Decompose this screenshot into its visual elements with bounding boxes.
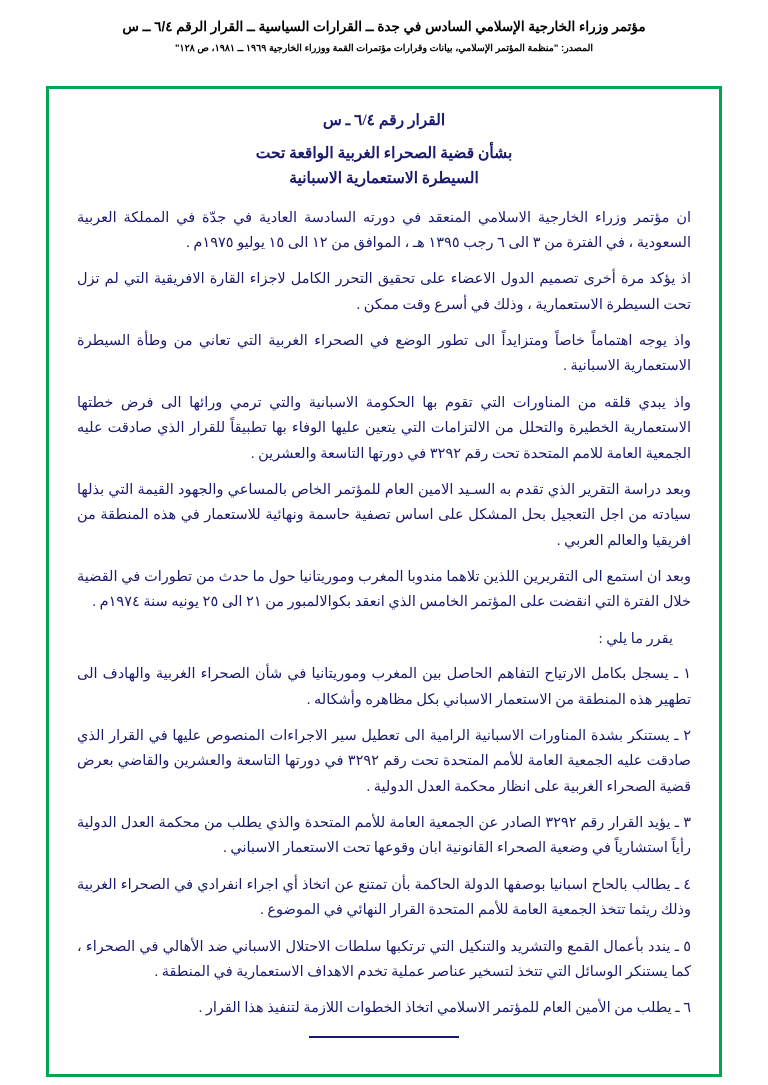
resolution-subject-line-2: السيطرة الاستعمارية الاسبانية: [289, 169, 479, 187]
resolution-number: القرار رقم ٦/٤ ـ س: [322, 112, 446, 129]
resolution-item: ٤ ـ يطالب بالحاح اسبانيا بوصفها الدولة الحاكمة بأن تمتنع عن اتخاذ أي اجراء انفرادي في الصحراء الغربية وذلك ريثما تتخذ الجمعية العامة للأمم المتحدة القرار النهائي في الموضوع .: [77, 876, 691, 919]
preamble-paragraph: واذ يبدي قلقه من المناورات التي تقوم بها الحكومة الاسبانية والتي ترمي ورائها الى فرض خطتها الاستعمارية الخطيرة والتحلل من الالتزامات التي يتعين عليها الوفاء بها تطبيقاً للقرار الذي صادقت عليه الجمعية العامة للامم المتحدة تحت رقم ٣٢٩٢ في دورتها التاسعة والعشرين .: [77, 394, 691, 462]
resolution-item: ٥ ـ يندد بأعمال القمع والتشريد والتنكيل التي ترتكبها سلطات الاحتلال الاسباني ضد الأهالي في الصحراء ، كما يستنكر الوسائل التي تتخذ لتسخير عناصر عملية تخدم الاهداف الاستعمارية في المنطقة .: [77, 938, 691, 980]
resolution-item: ٣ ـ يؤيد القرار رقم ٣٢٩٢ الصادر عن الجمعية العامة للأمم المتحدة والذي يطلب من محكمة العدل الدولية رأياً استشارياً في وضعية الصحراء القانونية ابان وقوعها تحت الاستعمار الاسباني .: [77, 815, 691, 857]
document-header: [0, 0, 768, 55]
resolution-item: ٦ ـ يطلب من الأمين العام للمؤتمر الاسلامي اتخاذ الخطوات اللازمة لتنفيذ هذا القرار .: [198, 1000, 691, 1017]
header-source: المصدر: "منظمة المؤتمر الإسلامي، بيانات وقرارات مؤتمرات القمة ووزراء الخارجية ١٩٦٩ ــ ١٩٨١، ص ١٢٨": [174, 42, 594, 54]
header-title: مؤتمر وزراء الخارجية الإسلامي السادس في جدة ــ القرارات السياسية ــ القرار الرقم ٦/٤ ــ س: [122, 19, 646, 34]
resolution-body: [49, 89, 719, 1074]
resolution-subject: [77, 142, 691, 192]
resolution-item: ٢ ـ يستنكر بشدة المناورات الاسبانية الرامية الى تعطيل سير الاجراءات المنصوص عليها في القرار الذي صادقت عليه الجمعية العامة للأمم المتحدة تحت رقم ٣٢٩٢ في دورتها التاسعة والعشرين والقاضي بعرض قضية الصحراء الغربية على انظار محكمة العدل الدولية .: [77, 727, 691, 795]
preamble-paragraph: وبعد ان استمع الى التقريرين اللذين تلاهما مندوبا المغرب وموريتانيا حول ما حدث من تطورات في القضية خلال الفترة التي انقضت على المؤتمر الخامس الذي انعقد بكوالالمبور من ٢١ الى ٢٥ يونيه سنة ١٩٧٤م .: [77, 569, 691, 611]
preamble-paragraph: ان مؤتمر وزراء الخارجية الاسلامي المنعقد في دورته السادسة العادية في جدّة في المملكة العربية السعودية ، في الفترة من ٣ الى ٦ رجب ١٣٩٥ هـ ، الموافق من ١٢ الى ١٥ يوليو ١٩٧٥م .: [77, 209, 691, 251]
decides-label: يقرر ما يلي :: [598, 630, 673, 647]
preamble-paragraph: وبعد دراسة التقرير الذي تقدم به السـيد الامين العام للمؤتمر الخاص بالمساعي والجهود القيمة التي بذلها سيادته من اجل التعجيل بحل المشكل على اساس تصفية حاسمة ونهائية للاستعمار في هذه المنطقة من افريقيا والعالم العربي .: [77, 481, 691, 549]
preamble-paragraph: واذ يوجه اهتماماً خاصاً ومتزايداً الى تطور الوضع في الصحراء الغربية التي تعاني من وطأة السيطرة الاستعمارية الاسبانية .: [77, 333, 691, 375]
green-border-frame: [46, 86, 722, 1077]
resolution-subject-line-1: بشأن قضية الصحراء الغربية الواقعة تحت: [255, 145, 513, 162]
footer-divider: [309, 1036, 459, 1038]
preamble-paragraph: اذ يؤكد مرة أخرى تصميم الدول الاعضاء على تحقيق التحرر الكامل لاجزاء القارة الافريقية التي لم تزل تحت السيطرة الاستعمارية ، وذلك في أسرع وقت ممكن .: [77, 271, 691, 313]
resolution-item: ١ ـ يسجل بكامل الارتياح التفاهم الحاصل بين المغرب وموريتانيا في شأن الصحراء الغربية والهادف الى تطهير هذه المنطقة من الاستعمار الاسباني بكل مظاهره وأشكاله .: [77, 666, 691, 708]
